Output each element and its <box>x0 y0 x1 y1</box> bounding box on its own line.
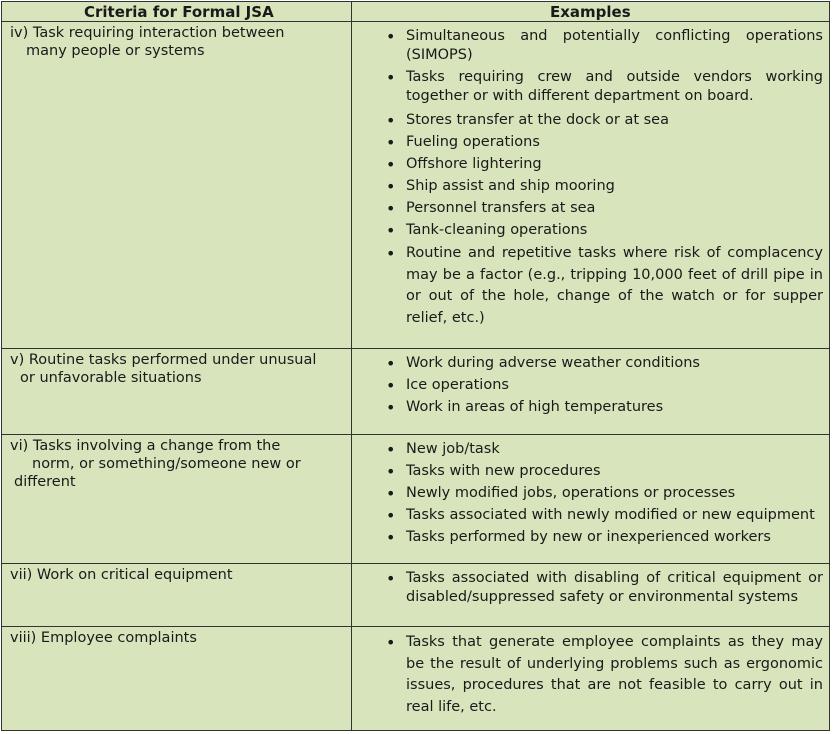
criteria-text: many people or systems <box>26 43 205 59</box>
list-item: • Tasks that generate employee complaints as they may be the result of underlying problems such as ergonomic issues, procedures that are not feasible to carry out in real life, etc. <box>386 632 823 718</box>
examples-list <box>386 354 823 420</box>
list-item: • Work during adverse weather conditions <box>386 354 823 373</box>
examples-list <box>386 569 823 610</box>
list-item: • Routine and repetitive tasks where risk of complacency may be a factor (e.g., tripping 10,000 feet of drill pipe in or out of the hole, change of the watch or for supper relief, etc.) <box>386 243 823 329</box>
list-item: • Tasks performed by new or inexperienced workers <box>386 528 823 547</box>
examples-list <box>386 440 823 550</box>
list-item: • Personnel transfers at sea <box>386 199 823 218</box>
criteria-text: vi) Tasks involving a change from the <box>10 438 281 454</box>
column-divider <box>351 435 352 563</box>
table-row <box>2 435 829 564</box>
criteria-cell <box>10 437 340 491</box>
criteria-text: or unfavorable situations <box>20 370 202 386</box>
list-item: • Ship assist and ship mooring <box>386 177 823 196</box>
list-item: • Tasks associated with disabling of critical equipment or disabled/suppressed safety or environmental systems <box>386 569 823 607</box>
table-row <box>2 627 829 731</box>
criteria-text: viii) Employee complaints <box>10 630 197 646</box>
list-item: • New job/task <box>386 440 823 459</box>
criteria-text: vii) Work on critical equipment <box>10 567 233 583</box>
list-item: • Stores transfer at the dock or at sea <box>386 111 823 130</box>
list-item: • Ice operations <box>386 376 823 395</box>
examples-list <box>386 632 823 721</box>
list-item: • Offshore lightering <box>386 155 823 174</box>
list-item: • Work in areas of high temperatures <box>386 398 823 417</box>
table-row <box>2 349 829 435</box>
list-item: • Tasks with new procedures <box>386 462 823 481</box>
list-item: • Fueling operations <box>386 133 823 152</box>
criteria-cell <box>10 566 340 584</box>
column-divider <box>351 22 352 348</box>
table-row <box>2 22 829 349</box>
list-item: • Tasks associated with newly modified or new equipment <box>386 506 823 525</box>
criteria-cell <box>10 629 340 647</box>
examples-list <box>386 27 823 332</box>
table-row <box>2 564 829 627</box>
column-divider <box>351 564 352 626</box>
list-item: • Tasks requiring crew and outside vendors working together or with different department on board. <box>386 68 823 106</box>
criteria-text: iv) Task requiring interaction between <box>10 25 285 41</box>
list-item: • Simultaneous and potentially conflicting operations (SIMOPS) <box>386 27 823 65</box>
criteria-text: norm, or something/someone new or <box>32 456 301 472</box>
criteria-column-header: Criteria for Formal JSA <box>84 3 274 21</box>
table-header-row <box>2 2 829 22</box>
criteria-text: v) Routine tasks performed under unusual <box>10 352 317 368</box>
list-item: • Newly modified jobs, operations or processes <box>386 484 823 503</box>
jsa-criteria-table <box>1 1 830 731</box>
criteria-text: different <box>14 474 76 490</box>
column-divider <box>351 627 352 731</box>
list-item: • Tank-cleaning operations <box>386 221 823 240</box>
criteria-cell <box>10 24 340 60</box>
examples-column-header: Examples <box>550 3 631 21</box>
column-divider <box>351 349 352 434</box>
criteria-cell <box>10 351 340 387</box>
column-divider <box>351 2 352 21</box>
